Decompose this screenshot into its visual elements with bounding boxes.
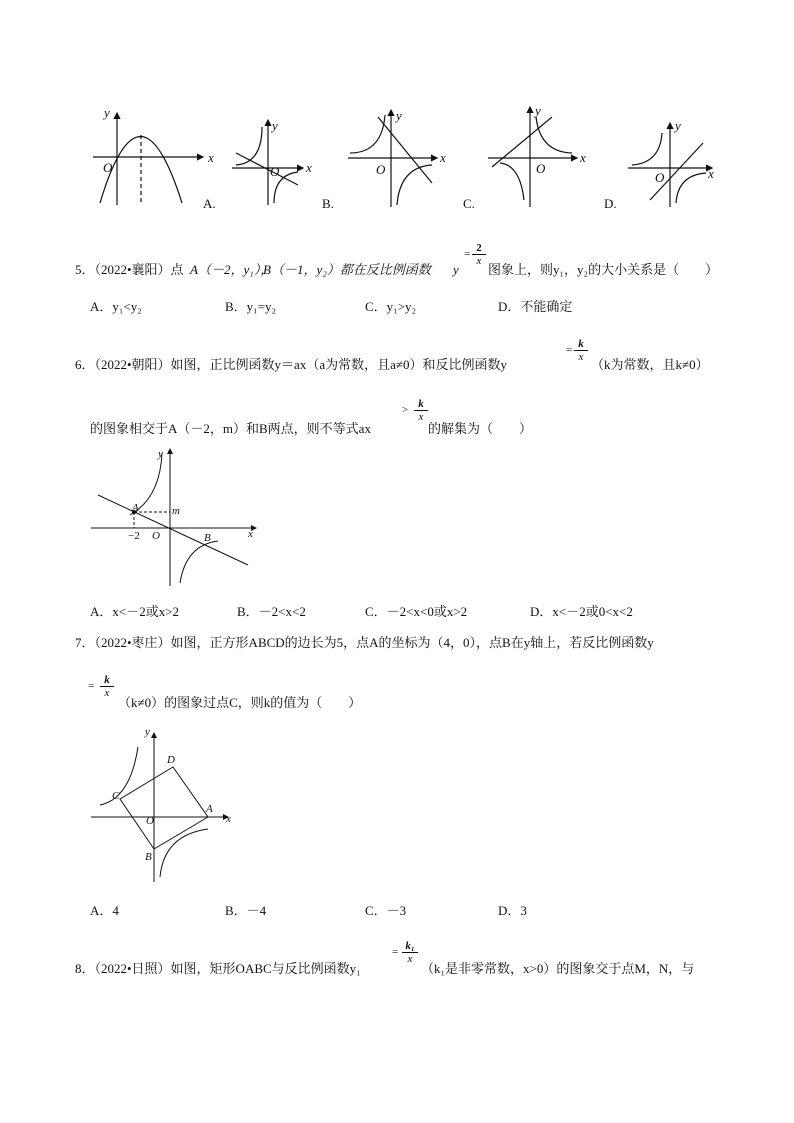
q5-prefix: 5．（2022•襄阳）点 — [75, 262, 184, 277]
q7-frac-eq: = — [88, 680, 95, 692]
q6-ineq-den: x — [418, 411, 424, 423]
q5-fraction — [464, 242, 486, 267]
q6-ineq-gt: > — [402, 404, 409, 416]
q7-fig-origin: O — [146, 815, 154, 827]
q5-frac-den: x — [476, 255, 482, 267]
q4-gc-origin: O — [536, 161, 546, 176]
q5-suffix: 图象上，则y₁，y₂的大小关系是（ ） — [488, 262, 719, 277]
q5-option-b[interactable]: B．y₁=y₂ — [225, 299, 277, 314]
q6-line1-a: 6．（2022•朝阳）如图，正比例函数y＝ax（a为常数，且a≠0）和反比例函数y — [75, 357, 507, 372]
q7-figure — [88, 727, 238, 887]
q7-fig-point-d: D — [167, 754, 175, 766]
q4-graph-parabola — [93, 113, 203, 205]
q6-fig-origin: O — [152, 530, 160, 542]
q5-point-b: B（－1，y₂）都在反比例函数 — [263, 262, 431, 277]
q4-graph-d — [628, 123, 712, 207]
q7-fig-point-b: B — [145, 851, 152, 863]
q6-fig-m-label: m — [172, 505, 180, 517]
q4-gd-y-label: y — [675, 118, 681, 133]
q4-ga-origin: O — [270, 164, 280, 179]
q7-line1: 7．（2022•枣庄）如图，正方形ABCD的边长为5，点A的坐标为（4，0），点B在y轴上，若反比例函数y — [75, 635, 654, 650]
q4-option-c[interactable]: C. — [463, 196, 475, 211]
q8-frac-num: k₁ — [402, 940, 418, 953]
q8-frac-eq: = — [392, 946, 399, 958]
q4-gd-origin: O — [655, 170, 665, 185]
q6-fig-point-a: A — [132, 502, 139, 514]
q6-line1-b: （k为常数，且k≠0） — [591, 357, 709, 372]
q4-gb-origin: O — [376, 162, 386, 177]
q4-gc-y-label: y — [535, 103, 541, 118]
q6-option-d[interactable]: D．x<－2或0<x<2 — [530, 604, 633, 619]
q5-func-y: y — [453, 262, 459, 277]
q4-gc-x-label: x — [580, 150, 586, 165]
q8-frac-den: x — [407, 953, 413, 965]
q7-fig-y-label: y — [145, 726, 150, 738]
q4-gb-y-label: y — [396, 108, 402, 123]
q5-frac-eq: = — [464, 248, 471, 260]
q6-fraction — [566, 338, 588, 363]
q4-graph-a — [232, 120, 303, 205]
q6-fig-neg2-label: −2 — [128, 530, 140, 542]
q6-ineq-num: k — [414, 398, 428, 411]
q4-option-a[interactable]: A. — [203, 196, 216, 211]
q4-gb-x-label: x — [440, 150, 446, 165]
q6-fig-x-label: x — [248, 528, 253, 540]
q6-frac-den: x — [578, 351, 584, 363]
q7-fig-point-a: A — [206, 803, 213, 815]
q4-gd-x-label: x — [708, 166, 714, 181]
q6-option-b[interactable]: B．－2<x<2 — [237, 604, 306, 619]
q6-frac-num: k — [574, 338, 588, 351]
q5-option-a[interactable]: A．y₁<y₂ — [90, 299, 142, 314]
q4-graph-c — [488, 107, 577, 207]
q4-ga-y-label: y — [272, 118, 278, 133]
q7-frac-num: k — [100, 674, 114, 687]
q5-option-d[interactable]: D．不能确定 — [498, 299, 573, 314]
q7-fraction — [88, 674, 114, 699]
q6-ineq-fraction — [402, 398, 428, 423]
q6-frac-eq: = — [566, 344, 573, 356]
q4-g0-origin: O — [103, 160, 113, 175]
q5-frac-num: 2 — [472, 242, 486, 255]
q4-ga-x-label: x — [306, 160, 312, 175]
q7-option-a[interactable]: A．4 — [90, 903, 119, 918]
q7-option-c[interactable]: C．－3 — [365, 903, 407, 918]
q4-graph-b — [348, 110, 437, 207]
q8-line1-b: （k₁是非零常数，x>0）的图象交于点M，N，与 — [421, 961, 695, 976]
q8-line1-a: 8．（2022•日照）如图，矩形OABC与反比例函数y₁ — [75, 961, 361, 976]
q6-option-c[interactable]: C．－2<x<0或x>2 — [365, 604, 468, 619]
q7-frac-den: x — [104, 687, 110, 699]
q6-option-a[interactable]: A．x<－2或x>2 — [90, 604, 180, 619]
q8-fraction — [392, 940, 418, 965]
q4-g0-y-label: y — [104, 105, 110, 120]
q5-point-a: A（－2，y₁）， — [190, 262, 274, 277]
q5-option-c[interactable]: C．y₁>y₂ — [365, 299, 417, 314]
q6-line2-a: 的图象相交于A（－2，m）和B两点，则不等式ax — [90, 421, 371, 436]
q6-fig-point-b: B — [204, 532, 211, 544]
q7-fig-point-c: C — [112, 790, 120, 802]
q7-option-b[interactable]: B．－4 — [225, 903, 267, 918]
q7-line2: （k≠0）的图象过点C，则k的值为（ ） — [118, 695, 362, 710]
q7-fig-x-label: x — [226, 813, 231, 825]
q4-option-d[interactable]: D. — [604, 196, 617, 211]
q6-fig-y-label: y — [158, 448, 163, 460]
q4-option-b[interactable]: B. — [322, 196, 334, 211]
q6-line2-b: 的解集为（ ） — [428, 421, 533, 436]
q4-g0-x-label: x — [208, 150, 214, 165]
q7-option-d[interactable]: D．3 — [498, 903, 527, 918]
